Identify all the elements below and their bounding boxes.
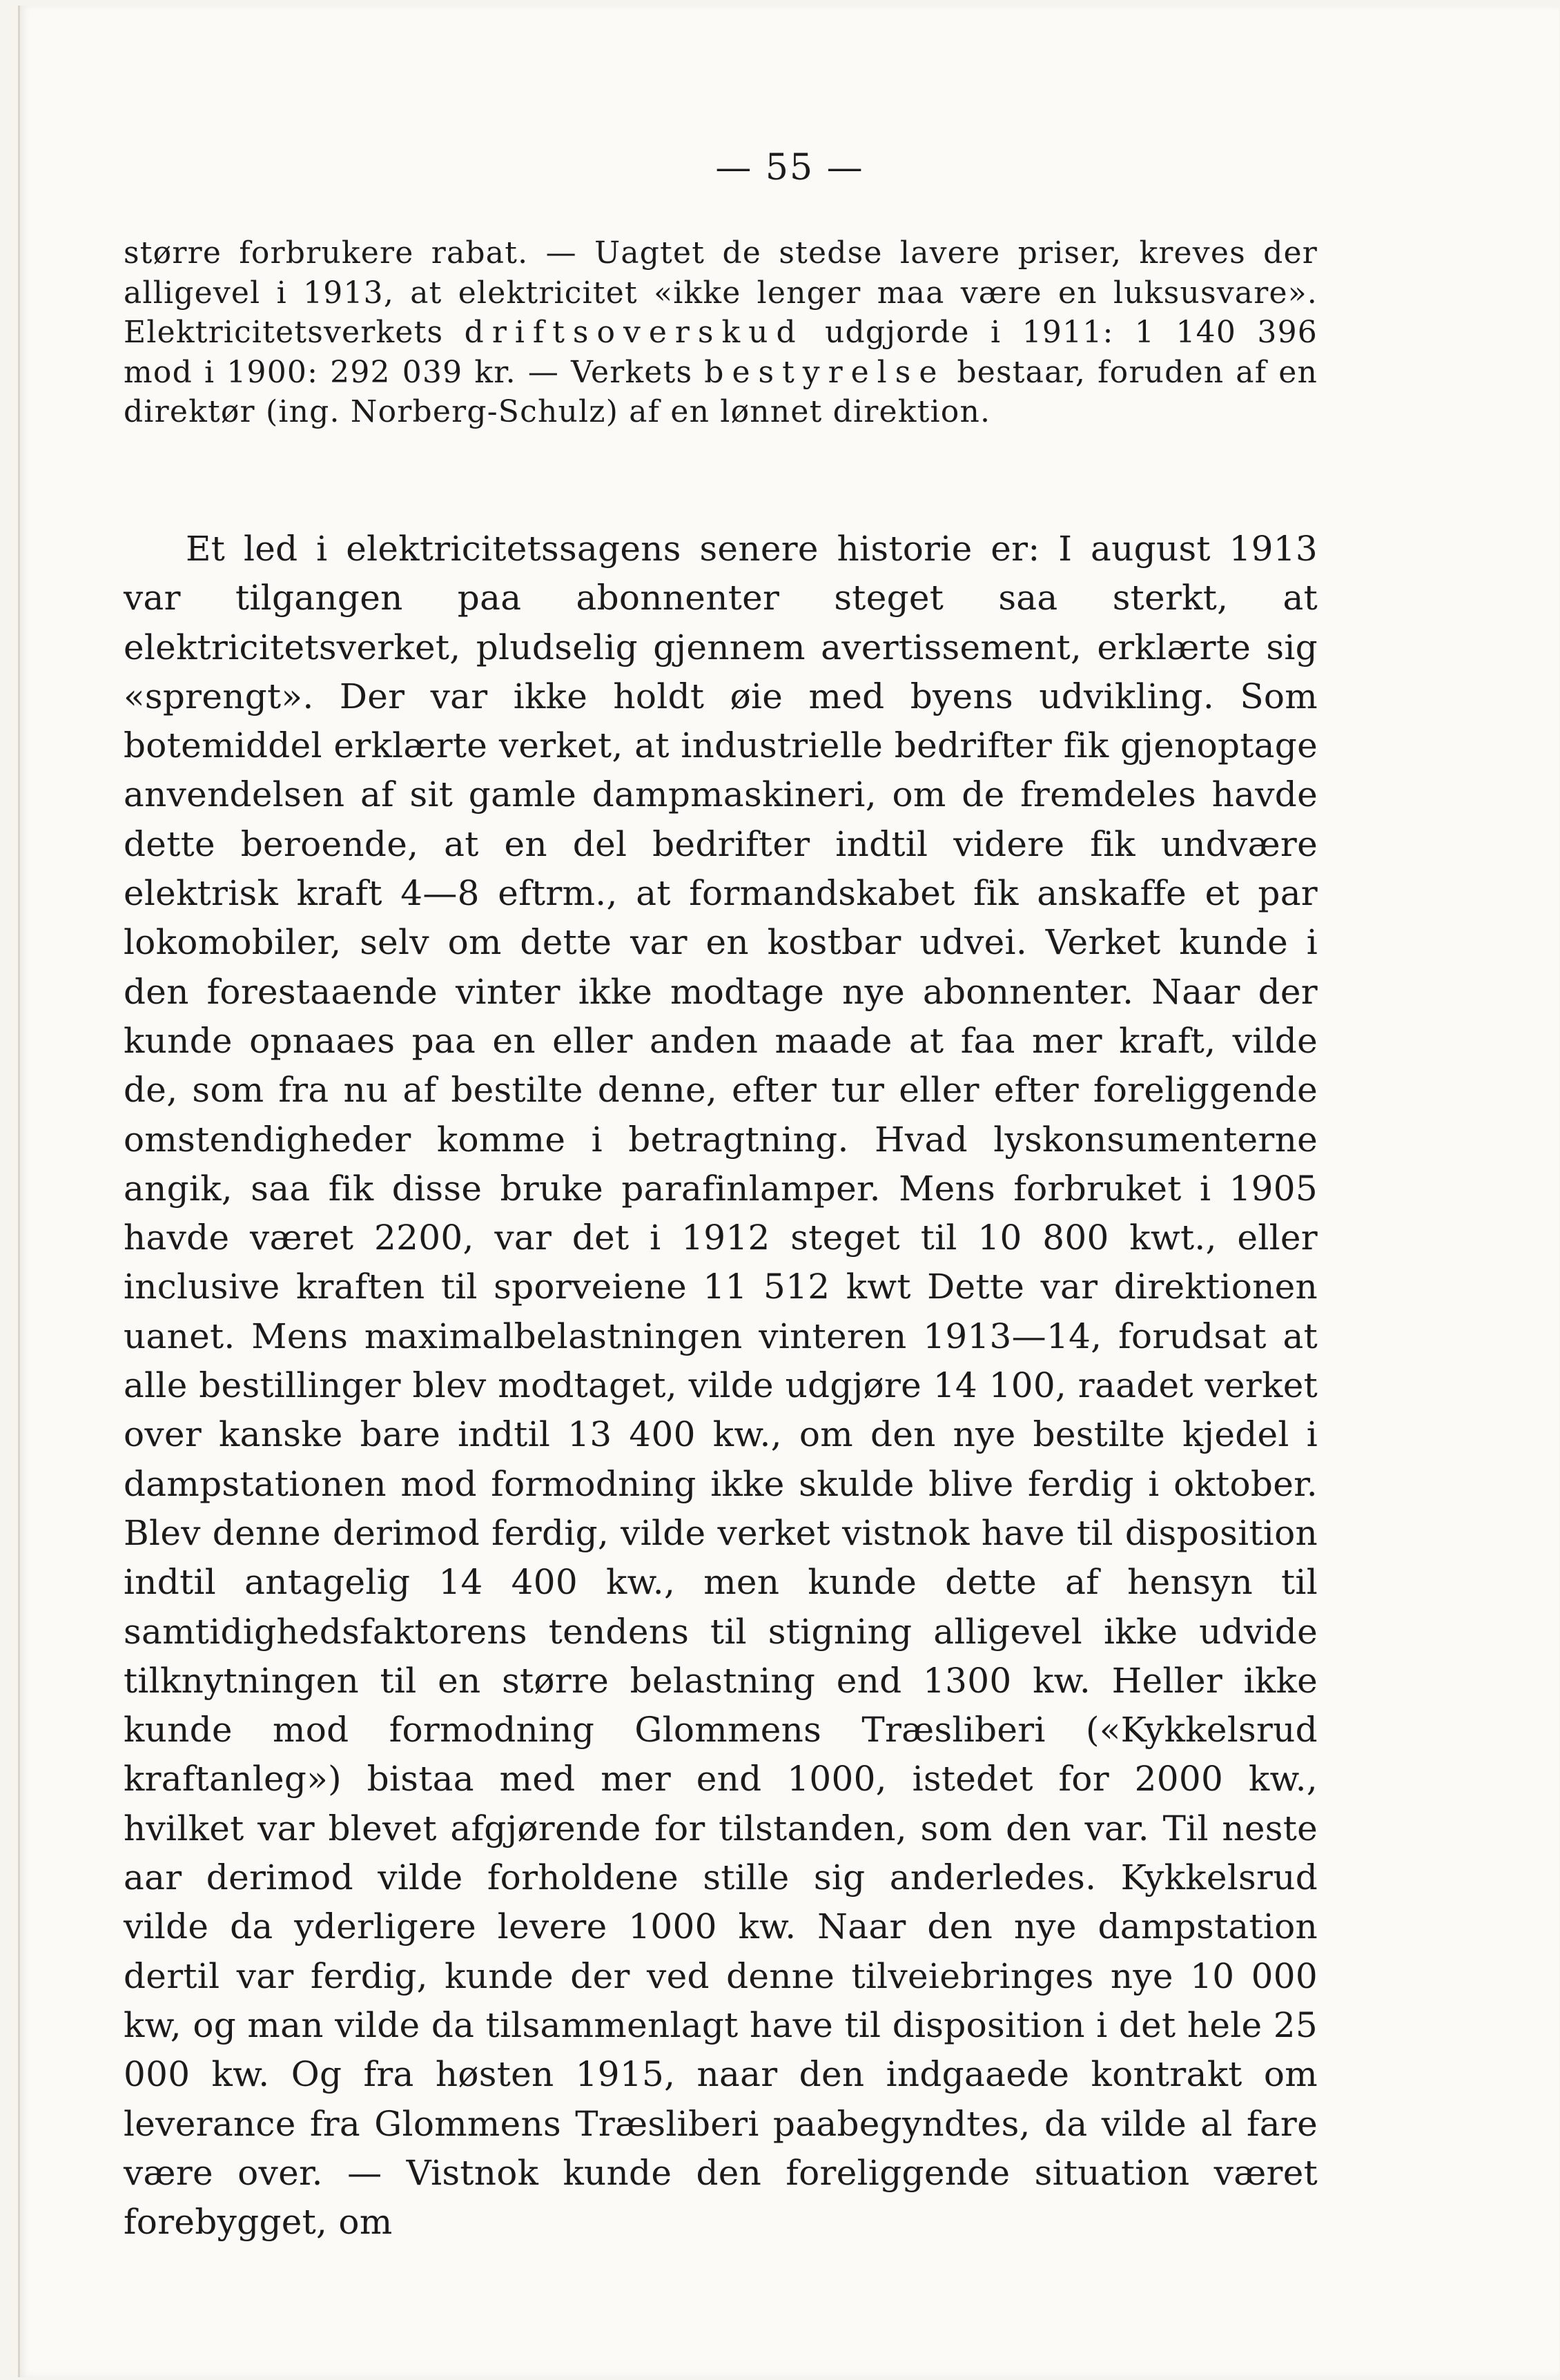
paragraph-1-text-a: større forbrukere rabat. — Uagtet de stedse lavere priser, kreves der alligevel i 1913, at elektricitet «ikke lenger maa være en luksusvare». Elektricitetsverkets: [124, 235, 1318, 350]
paragraph-2: Et led i elektricitetssagens senere historie er: I august 1913 var tilgangen paa abonnenter steget saa sterkt, at elektricitetsverket, pludselig gjennem avertissement, erklærte sig «sprengt». Der var ikke holdt øie med byens udvikling. Som botemiddel erklærte verket, at industrielle bedrifter fik gjenoptage anvendelsen af sit gamle dampmaskineri, om de fremdeles havde dette beroende, at en del bedrifter indtil videre fik undvære elektrisk kraft 4—8 eftrm., at formandskabet fik anskaffe et par lokomobiler, selv om dette var en kostbar udvei. Verket kunde i den forestaaende vinter ikke modtage nye abonnenter. Naar der kunde opnaaes paa en eller anden maade at faa mer kraft, vilde de, som fra nu af bestilte denne, efter tur eller efter foreliggende omstendigheder komme i betragtning. Hvad lyskonsumenterne angik, saa fik disse bruke parafinlamper. Mens forbruket i 1905 havde været 2200, var det i 1912 steget til 10 800 kwt., eller inclusive kraften til sporveiene 11 512 kwt Dette var direktionen uanet. Mens maximalbelastningen vinteren 1913—14, forudsat at alle bestillinger blev modtaget, vilde udgjøre 14 100, raadet verket over kanske bare indtil 13 400 kw., om den nye bestilte kjedel i dampstationen mod formodning ikke skulde blive ferdig i oktober. Blev denne derimod ferdig, vilde verket vistnok have til disposition indtil antagelig 14 400 kw., men kunde dette af hensyn til samtidighedsfaktorens tendens til stigning alligevel ikke udvide tilknytningen til en større belastning end 1300 kw. Heller ikke kunde mod formodning Glommens Træsliberi («Kykkelsrud kraftanleg») bistaa med mer end 1000, istedet for 2000 kw., hvilket var blevet afgjørende for tilstanden, som den var. Til neste aar derimod vilde forholdene stille sig anderledes. Kykkelsrud vilde da yderligere levere 1000 kw. Naar den nye dampstation dertil var ferdig, kunde der ved denne tilveiebringes nye 10 000 kw, og man vilde da tilsammenlagt have til disposition i det hele 25 000 kw. Og fra høsten 1915, naar den indgaaede kontrakt om leverance fra Glommens Træsliberi paabegyndtes, da vilde al fare være over. — Vistnok kunde den foreliggende situation været forebygget, om: [124, 529, 1318, 2243]
paragraph-continued: [124, 233, 1318, 432]
page-number: — 55 —: [715, 147, 864, 188]
paragraph-1-text-b: udgjorde i 1911: 1 140 396 mod i 1900: 292 039 kr. — Verkets: [124, 315, 1318, 390]
document-page: [18, 6, 1559, 2377]
paragraph-1-text-c: bestaar, foruden af en direktør (ing. Norberg-Schulz) af en lønnet direktion.: [124, 354, 1318, 429]
emphasis-bestyrelse: bestyrelse: [704, 354, 946, 390]
emphasis-driftsoverskud: driftsoverskud: [464, 315, 804, 350]
paragraph-1: [124, 233, 1318, 432]
main-paragraph: [124, 525, 1318, 2247]
